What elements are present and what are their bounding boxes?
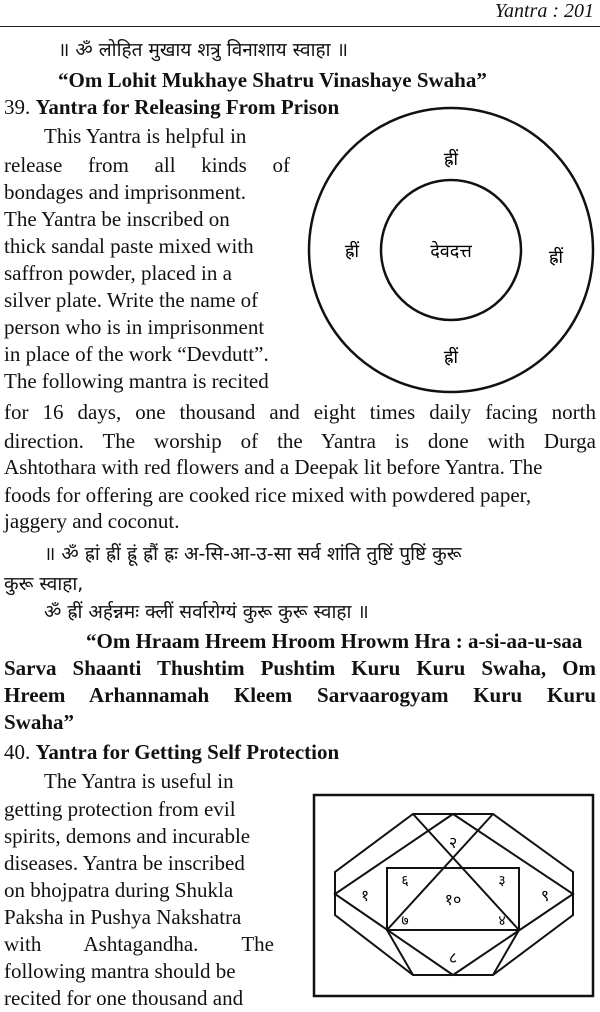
s39-line-5: thick sandal paste mixed with <box>4 234 254 258</box>
mantra-english-1: “Om Lohit Mukhaye Shatru Vinashaye Swaha” <box>58 68 487 92</box>
s39-line-11: for 16 days, one thousand and eight times daily facing north <box>4 400 596 424</box>
s39-line-6: saffron powder, placed in a <box>4 261 232 285</box>
s39-line-2: release from all kinds of <box>4 153 290 177</box>
s39-line-4: The Yantra be inscribed on <box>4 207 230 231</box>
yantra-num-left: १ <box>360 886 370 905</box>
yantra-diagonal-3 <box>387 930 413 975</box>
section-39-heading <box>4 95 339 119</box>
mantra-english-2-line-1: “Om Hraam Hreem Hroom Hrowm Hra : a-si-aa-u-saa <box>86 629 583 653</box>
section-39-number: 39. <box>4 95 31 119</box>
s40-line-8: following mantra should be <box>4 959 236 983</box>
mantra-english-2-line-2: Sarva Shaanti Thushtim Pushtim Kuru Kuru Swaha, Om <box>4 656 596 680</box>
mantra-english-2-line-4: Swaha” <box>4 710 75 734</box>
mantra-devanagari-2-line-1: ॥ ॐ ह्रां ह्रीं ह्रूं ह्रौं ह्रः अ-सि-आ-उ-सा सर्व शांति तुष्टिं पुष्टिं कुरू <box>44 543 462 565</box>
s40-line-3: spirits, demons and incurable <box>4 824 251 848</box>
mantra-devanagari-2-line-3: ॐ ह्रीं अर्हन्नमः क्लीं सर्वारोग्यं कुरू कुरू स्वाहा ॥ <box>44 601 369 623</box>
yantra-bottom-label: ह्रीं <box>443 347 459 368</box>
self-protection-yantra-diagram <box>312 793 595 998</box>
s40-line-5: on bhojpatra during Shukla <box>4 878 234 902</box>
s40-line-1: The Yantra is useful in <box>44 769 234 793</box>
yantra-left-label: ह्रीं <box>344 241 360 262</box>
yantra-top-label: ह्रीं <box>443 149 459 170</box>
yantra-num-center: १० <box>444 890 462 909</box>
yantra-num-right: ९ <box>540 886 550 905</box>
yantra-center-label: देवदत्त <box>430 241 472 262</box>
running-header: Yantra : 201 <box>494 0 594 22</box>
mantra-devanagari-2-line-2: कुरू स्वाहा, <box>4 573 84 595</box>
s39-line-14: foods for offering are cooked rice mixed with powdered paper, <box>4 483 532 507</box>
yantra-diagonal-4 <box>493 930 519 975</box>
s39-line-9: in place of the work “Devdutt”. <box>4 342 269 366</box>
yantra-num-inner-top-left: ६ <box>401 873 409 889</box>
mantra-english-2-line-3: Hreem Arhannamah Kleem Sarvaarogyam Kuru Kuru <box>4 683 596 707</box>
section-39-title: Yantra for Releasing From Prison <box>35 95 340 119</box>
s39-line-1: This Yantra is helpful in <box>44 124 247 148</box>
s39-line-15: jaggery and coconut. <box>4 509 180 533</box>
section-40-title: Yantra for Getting Self Protection <box>35 740 340 764</box>
s40-line-7: with Ashtagandha. The <box>4 932 274 956</box>
s39-line-13: Ashtothara with red flowers and a Deepak lit before Yantra. The <box>4 455 543 479</box>
s40-line-9: recited for one thousand and <box>4 986 244 1010</box>
s39-line-3: bondages and imprisonment. <box>4 180 247 204</box>
yantra-num-inner-top-right: ३ <box>498 873 506 889</box>
header-rule <box>0 26 600 27</box>
section-40-heading <box>4 740 339 764</box>
prison-release-yantra-diagram <box>305 103 598 397</box>
s39-line-7: silver plate. Write the name of <box>4 288 259 312</box>
yantra-num-inner-bottom-right: ४ <box>498 913 506 929</box>
s39-line-10: The following mantra is recited <box>4 369 269 393</box>
yantra-num-inner-bottom-left: ७ <box>401 913 409 929</box>
s40-line-4: diseases. Yantra be inscribed <box>4 851 245 875</box>
mantra-devanagari-1: ॥ ॐ लोहित मुखाय शत्रु विनाशाय स्वाहा ॥ <box>58 39 348 61</box>
s39-line-12: direction. The worship of the Yantra is done with Durga <box>4 429 596 453</box>
yantra-num-bottom: ८ <box>448 948 458 967</box>
yantra-num-top: २ <box>448 833 458 852</box>
yantra-right-label: ह्रीं <box>548 247 564 268</box>
section-40-number: 40. <box>4 740 31 764</box>
s39-line-8: person who is in imprisonment <box>4 315 265 339</box>
s40-line-2: getting protection from evil <box>4 797 236 821</box>
s40-line-6: Paksha in Pushya Nakshatra <box>4 905 242 929</box>
